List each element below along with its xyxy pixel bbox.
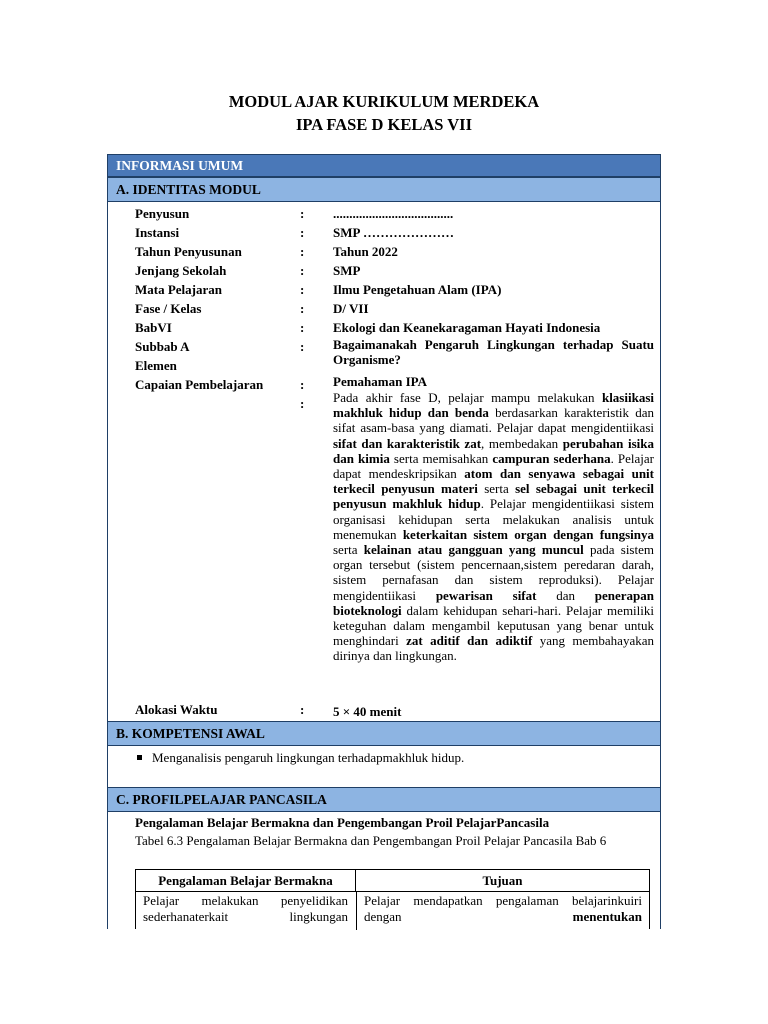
section-header-profil-pelajar-pancasila: C. PROFILPELAJAR PANCASILA — [108, 787, 660, 812]
capaian-bold-text: atom dan senyawa sebagai unit terkecil penyusun materi — [333, 466, 654, 497]
section-header-identitas-modul: A. IDENTITAS MODUL — [108, 177, 660, 202]
label-jenjang-sekolah: Jenjang Sekolah — [135, 263, 227, 278]
section-header-kompetensi-awal: B. KOMPETENSI AWAL — [108, 721, 660, 746]
value-fase-kelas: D/ VII — [333, 301, 369, 316]
capaian-text: serta — [477, 481, 516, 497]
capaian-text: Pada akhir fase D, pelajar mampu melakukan — [333, 390, 602, 405]
label-penyusun: Penyusun — [135, 206, 190, 221]
capaian-text: serta — [333, 542, 364, 558]
capaian-text: yang membahayakan dirinya dan lingkungan. — [333, 633, 654, 664]
colon: : — [300, 225, 305, 240]
capaian-text: dan — [536, 587, 595, 603]
capaian-bold-text: zat aditif dan adiktif — [406, 633, 533, 649]
capaian-bold-text: perubahan isika dan kimia — [333, 435, 654, 466]
colon: : — [300, 244, 305, 259]
capaian-bold-text: pewarisan sifat — [435, 587, 537, 603]
capaian-text: . Pelajar dapat mendeskripsikan — [333, 450, 655, 482]
label-elemen: Elemen — [135, 358, 177, 373]
capaian-heading: Pemahaman IPA — [333, 374, 428, 389]
table-divider — [356, 892, 357, 930]
capaian-bold-text: sel sebagai unit terkecil penyusun makhluk hidup — [333, 481, 654, 512]
section-header-informasi-umum: INFORMASI UMUM — [108, 155, 660, 177]
value-alokasi-waktu: 5 × 40 menit — [333, 704, 402, 719]
colon: : — [300, 263, 305, 278]
capaian-text: berdasarkan karakteristik dan sifat asam-basa yang diamati. Pelajar dapat mengidentiikasi — [333, 405, 655, 436]
table-caption: Tabel 6.3 Pengalaman Belajar Bermakna dan Pengembangan Proil Pelajar Pancasila Bab 6 — [135, 833, 607, 848]
colon: : — [300, 282, 305, 297]
capaian-bold-text: klasiikasi makhluk hidup dan benda — [333, 390, 654, 421]
capaian-paragraph — [333, 390, 654, 664]
table-header-pengalaman: Pengalaman Belajar Bermakna — [136, 870, 356, 892]
capaian-bold-text: kelainan atau gangguan yang muncul — [363, 542, 584, 558]
value-bab: Ekologi dan Keanekaragaman Hayati Indonesia — [333, 320, 601, 335]
capaian-bold-text: sifat dan karakteristik zat — [333, 435, 482, 451]
list-item — [137, 750, 464, 766]
document-subtitle: IPA FASE D KELAS VII — [295, 115, 473, 134]
capaian-text: pada sistem organ tersebut (sistem pencernaan,sistem peredaran darah, sistem pernafasan dan sistem reproduksi). Pelajar mengidentiikasi — [333, 542, 654, 603]
table-cell — [364, 893, 642, 929]
capaian-text: , membedakan — [481, 435, 563, 451]
value-instansi: SMP ………………… — [333, 225, 454, 240]
capaian-text: . Pelajar mengidentiikasi sistem organisasi kehidupan serta melakukan analisis untuk menemukan — [333, 496, 655, 542]
label-subbab: Subbab A — [135, 339, 190, 354]
capaian-text: dalam kehidupan sehari-hari. Pelajar memiliki keteguhan dalam mengambil keputusan yang benar untuk menghindari — [333, 602, 654, 649]
colon: : — [300, 339, 305, 354]
value-subbab: Bagaimanakah Pengaruh Lingkungan terhadap Suatu Organisme? — [333, 337, 654, 367]
kompetensi-item-text: Menganalisis pengaruh lingkungan terhadapmakhluk hidup. — [152, 750, 465, 765]
label-mata-pelajaran: Mata Pelajaran — [135, 282, 223, 297]
colon: : — [300, 396, 305, 411]
colon: : — [300, 320, 305, 335]
colon: : — [300, 206, 305, 221]
value-penyusun: ..................................... — [333, 206, 454, 221]
capaian-bold-text: campuran sederhana — [492, 450, 611, 466]
capaian-bold-text: penerapan bioteknologi — [333, 587, 654, 618]
table-header-tujuan: Tujuan — [356, 870, 649, 892]
label-capaian-pembelajaran: Capaian Pembelajaran — [135, 377, 264, 392]
label-fase-kelas: Fase / Kelas — [135, 301, 202, 316]
label-alokasi-waktu: Alokasi Waktu — [135, 702, 218, 717]
table-cell-text: Pelajar mendapatkan pengalaman belajarinkuiri dengan — [364, 893, 642, 924]
label-bab: BabVI — [135, 320, 172, 335]
value-mata-pelajaran: Ilmu Pengetahuan Alam (IPA) — [333, 282, 502, 297]
bullet-icon — [137, 755, 142, 760]
colon: : — [300, 301, 305, 316]
capaian-text: serta memisahkan — [389, 450, 493, 466]
label-tahun-penyusunan: Tahun Penyusunan — [135, 244, 242, 259]
table-cell: Pelajar melakukan penyelidikan sederhanaterkait lingkungan — [143, 893, 348, 924]
pengalaman-table — [135, 869, 650, 929]
label-instansi: Instansi — [135, 225, 180, 240]
document-title: MODUL AJAR KURIKULUM MERDEKA — [228, 92, 540, 111]
profil-subheading: Pengalaman Belajar Bermakna dan Pengembangan Proil PelajarPancasila — [135, 815, 550, 830]
table-cell-bold-text: menentukan — [572, 909, 642, 924]
capaian-bold-text: keterkaitan sistem organ dengan fungsinya — [402, 526, 654, 542]
colon: : — [300, 702, 305, 717]
colon: : — [300, 377, 305, 392]
value-jenjang-sekolah: SMP — [333, 263, 361, 278]
value-tahun-penyusunan: Tahun 2022 — [333, 244, 398, 259]
